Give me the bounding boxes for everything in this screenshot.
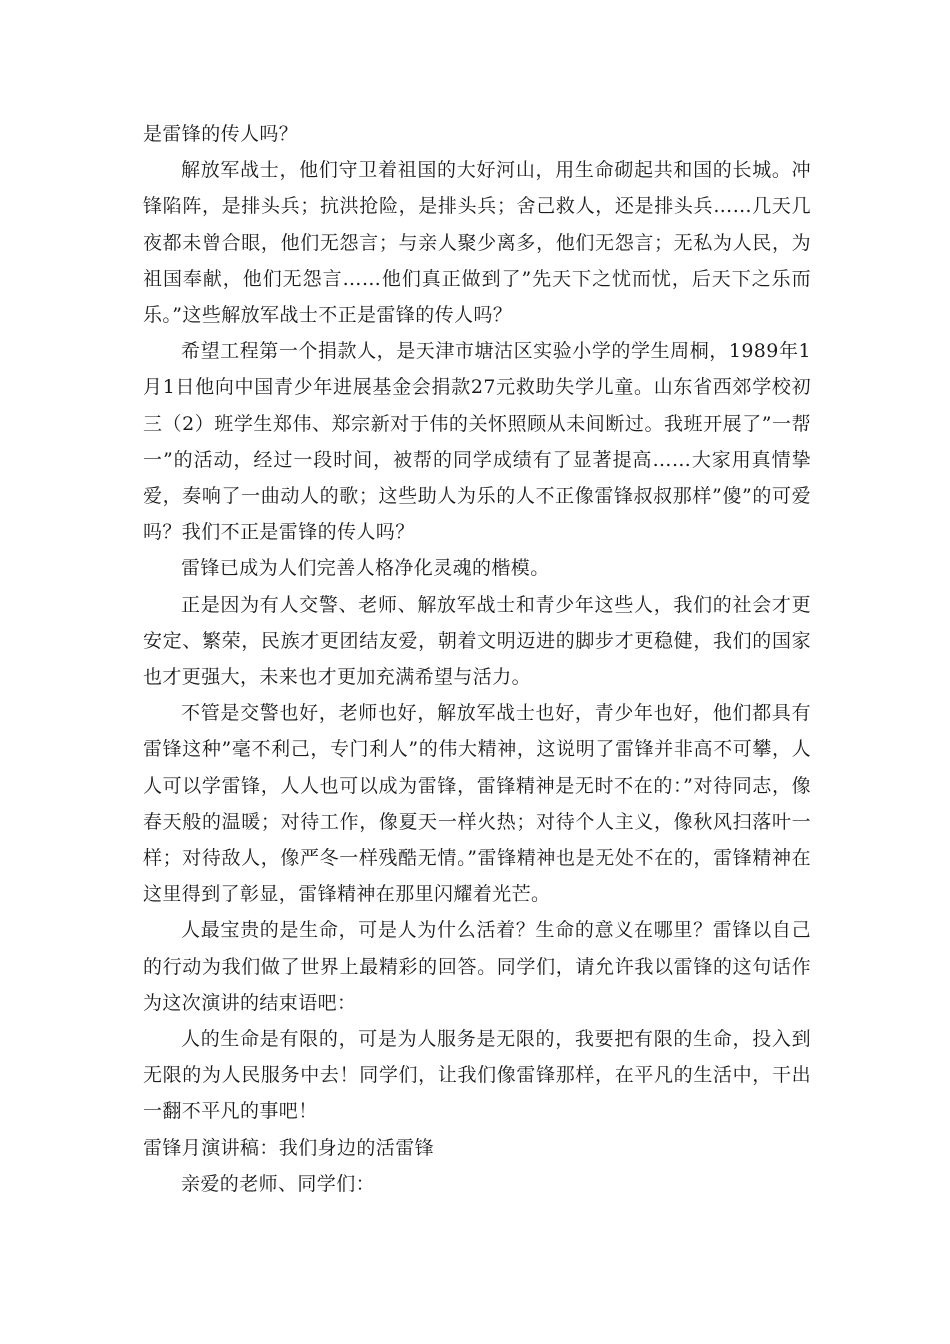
paragraph-role-model: 雷锋已成为人们完善人格净化灵魂的楷模。 — [181, 557, 550, 580]
document-body — [143, 116, 811, 1202]
paragraph-society: 正是因为有人交警、老师、解放军战士和青少年这些人，我们的社会才更安定、繁荣，民族才更团结友爱，朝着文明迈进的脚步才更稳健，我们的国家也才更强大，未来也才更加充满希望与活力。 — [143, 593, 811, 689]
paragraph-continuation: 是雷锋的传人吗？ — [143, 123, 299, 145]
paragraph-lei-feng-spirit: 不管是交警也好，老师也好，解放军战士也好，青少年也好，他们都具有雷锋这种”毫不利己，专门利人”的伟大精神，这说明了雷锋并非高不可攀，人人可以学雷锋，人人也可以成为雷锋，雷锋精神是无时不在的：”对待同志，像春天般的温暖；对待工作，像夏天一样火热；对待个人主义，像秋风扫落叶一样；对待敌人，像严冬一样残酷无情。”雷锋精神也是无处不在的，雷锋精神在这里得到了彰显，雷锋精神在那里闪耀着光芒。 — [143, 702, 811, 906]
paragraph-hope-project: 希望工程第一个捐款人，是天津市塘沽区实验小学的学生周桐，1989年1月1日他向中国青少年进展基金会捐款27元救助失学儿童。山东省西郊学校初三（2）班学生郑伟、郑宗新对于伟的关怀照顾从未间断过。我班开展了”一帮一”的活动，经过一段时间，被帮的同学成绩有了显著提高……大家用真情挚爱，奏响了一曲动人的歌；这些助人为乐的人不正像雷锋叔叔那样”傻”的可爱吗？我们不正是雷锋的传人吗？ — [143, 340, 811, 544]
section-heading: 雷锋月演讲稿：我们身边的活雷锋 — [143, 1136, 435, 1159]
paragraph-pla-soldiers: 解放军战士，他们守卫着祖国的大好河山，用生命砌起共和国的长城。冲锋陷阵，是排头兵；抗洪抢险，是排头兵；舍己救人，还是排头兵……几天几夜都未曾合眼，他们无怨言；与亲人聚少离多，他们无怨言；无私为人民，为祖国奉献，他们无怨言……他们真正做到了”先天下之忧而忧，后天下之乐而乐。”这些解放军战士不正是雷锋的传人吗？ — [143, 159, 811, 327]
paragraph-meaning-of-life: 人最宝贵的是生命，可是人为什么活着？生命的意义在哪里？雷锋以自己的行动为我们做了世界上最精彩的回答。同学们，请允许我以雷锋的这句话作为这次演讲的结束语吧： — [143, 919, 811, 1014]
salutation: 亲爱的老师、同学们： — [181, 1172, 376, 1195]
paragraph-closing-quote: 人的生命是有限的，可是为人服务是无限的，我要把有限的生命，投入到无限的为人民服务中去！同学们，让我们像雷锋那样，在平凡的生活中，干出一翻不平凡的事吧！ — [143, 1028, 811, 1123]
